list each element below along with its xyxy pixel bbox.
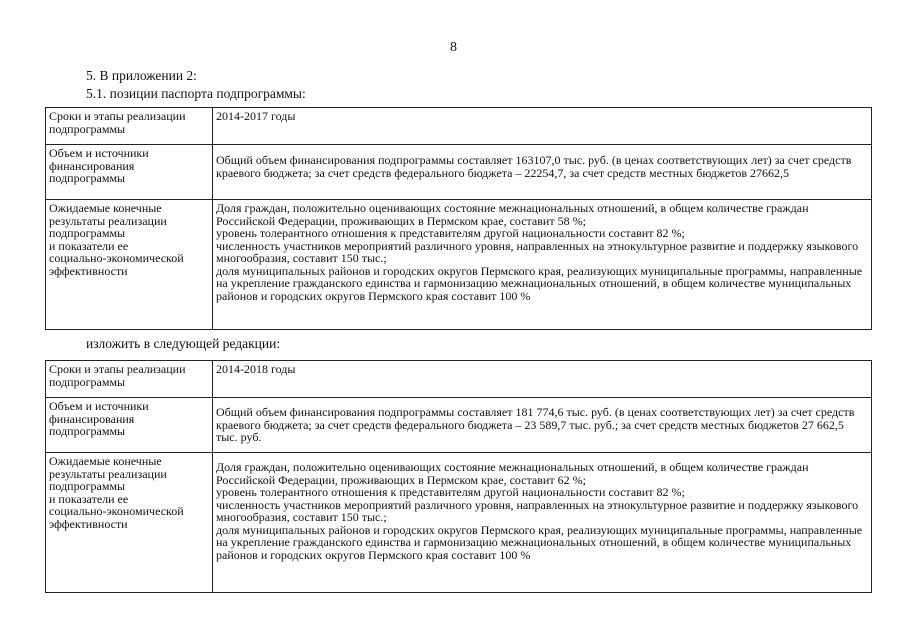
result-indicator-line: уровень толерантного отношения к представителям другой национальности составит 82 %; [216,485,685,499]
row-value-cell [213,108,872,145]
result-indicator-line: уровень толерантного отношения к представителям другой национальности составит 82 %; [216,226,685,240]
result-indicator-line: численность участников мероприятий различного уровня, направленных на этнокультурное развитие и поддержку языкового многообразия, составит 150 тыс.; [216,238,859,265]
amendment-subitem-heading: 5.1. позиции паспорта подпрограммы: [86,86,306,101]
row-value-cell [213,361,872,398]
result-indicator-line: Доля граждан, положительно оценивающих состояние межнациональных отношений, в общем количестве граждан Российской Федерации, проживающих в Пермском крае, составит 58 %; [216,201,809,228]
old-passport-table [45,107,872,330]
result-indicator-line: численность участников мероприятий различного уровня, направленных на этнокультурное развитие и поддержку языкового многообразия, составит 150 тыс.; [216,497,859,524]
row-value: 2014-2017 годы [216,109,296,123]
table-row [46,200,872,330]
row-label-cell [46,361,213,398]
row-value: 2014-2018 годы [216,362,296,376]
row-label-cell [46,398,213,453]
table-row [46,398,872,453]
table-row [46,453,872,593]
new-passport-table [45,360,872,593]
table-row [46,108,872,145]
row-label: Объем и источники финансирования подпрограммы [49,146,149,185]
row-value-cell [213,145,872,200]
row-label-cell [46,200,213,330]
row-label: Сроки и этапы реализации подпрограммы [49,109,186,136]
row-value: Общий объем финансирования подпрограммы составляет 163107,0 тыс. руб. (в ценах соответствующих лет) за счет средств краевого бюджета; за счет средств федерального бюджета – 22254,7, за счет средств местных бюджетов 27662,5 [216,153,852,180]
row-value-cell [213,200,872,330]
row-label: Объем и источники финансирования подпрограммы [49,399,149,438]
result-indicator-line: Доля граждан, положительно оценивающих состояние межнациональных отношений, в общем количестве граждан Российской Федерации, проживающих в Пермском крае, составит 62 %; [216,460,809,487]
amendment-item-heading: 5. В приложении 2: [86,68,197,83]
row-label: Сроки и этапы реализации подпрограммы [49,362,186,389]
row-label-cell [46,453,213,593]
row-label-cell [46,145,213,200]
row-value: Общий объем финансирования подпрограммы составляет 181 774,6 тыс. руб. (в ценах соответствующих лет) за счет средств краевого бюджета; за счет средств федерального бюджета – 23 589,7 тыс. руб.; за счет средств местных бюджетов 27 662,5 тыс. руб. [216,405,855,444]
row-label-cell [46,108,213,145]
page-number: 8 [450,40,457,55]
result-indicator-line: доля муниципальных районов и городских округов Пермского края, реализующих муниципальные программы, направленные на укрепление гражданского единства и гармонизацию межнациональных отношений, в общем количестве муниципальных районов и городских округов Пермского края составит 100 % [216,263,863,303]
row-value-cell [213,453,872,593]
row-label: Ожидаемые конечные результаты реализации подпрограммы и показатели ее социально-экономической эффективности [49,201,184,278]
table-row [46,145,872,200]
transition-text: изложить в следующей редакции: [86,336,281,351]
result-indicator-line: доля муниципальных районов и городских округов Пермского края, реализующих муниципальные программы, направленные на укрепление гражданского единства и гармонизацию межнациональных отношений, в общем количестве муниципальных районов и городских округов Пермского края составит 100 % [216,522,863,562]
table-row [46,361,872,398]
row-label: Ожидаемые конечные результаты реализации подпрограммы и показатели ее социально-экономической эффективности [49,454,184,531]
row-value-cell [213,398,872,453]
